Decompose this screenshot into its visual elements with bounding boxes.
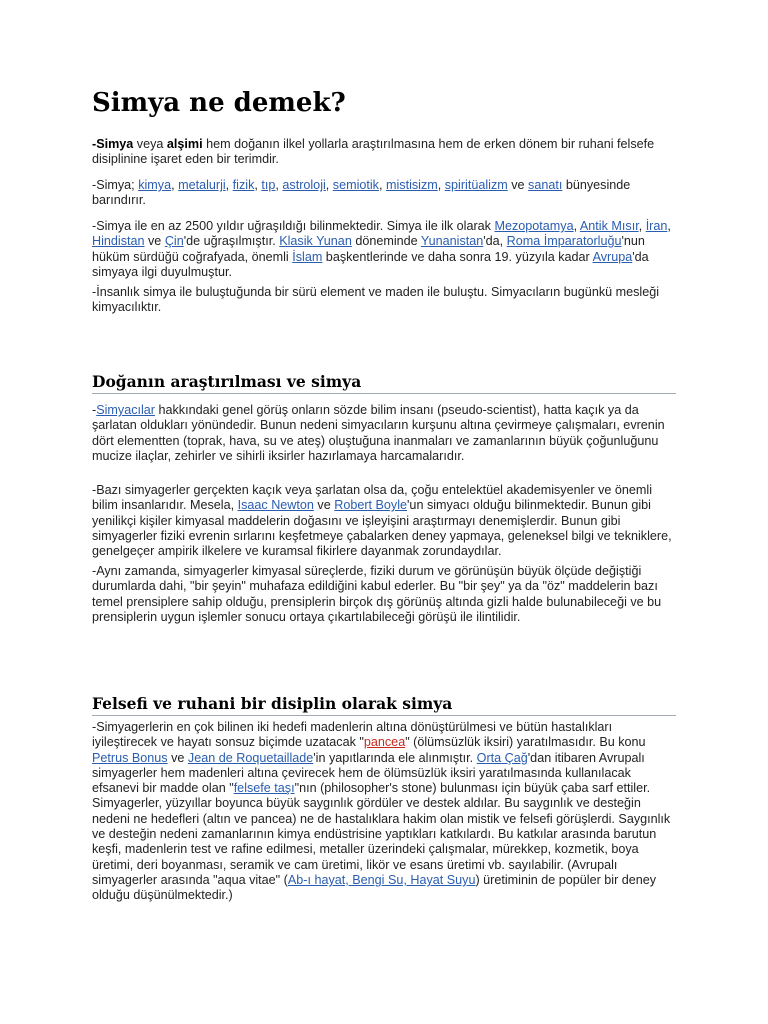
text: " (ölümsüzlük iksiri) yaratılmasıdır. Bu konu (405, 735, 646, 750)
link-antik-misir[interactable]: Antik Mısır (579, 219, 639, 233)
text: -Simya ile en az 2500 yıldır uğraşıldığı bilinmektedir. Simya ile ilk olarak (92, 219, 495, 233)
text: hakkındaki genel görüş onların sözde bilim insanı (pseudo-scientist), hatta kaçık ya da şarlatan oldukları yönündedir. Bunun nedeni simyacıların kurşunu altına çevirmeye çalışmaları, evrenin dört elementten (toprak, hava, su ve ateş) oluştuğuna inanmaları ve zamanlarının büyük çoğunluğunu mucize ilaçlar, zehirler ve sihirli iksirler hazırlamaya harcamalarıdır. (92, 403, 665, 463)
link-tip[interactable]: tıp (261, 178, 276, 192)
link-simyacilar[interactable]: Simyacılar (96, 403, 155, 417)
text: 'un simyacı olduğu bilinmektedir. Bunun gibi yenilikçi kişiler kimyasal maddelerin doğasını ve işleyişini araştırmayı denemişlerdir. Bunun gibi simyagerler fiziki evrenin sırlarını keşfetmeye çabalarken deney yapmaya, geleneksel bilgi ve tekniklere, genelgeçer ampirik ilkelere ve kuramsal fikirlere dayanmak zorundaydılar. (92, 498, 672, 559)
link-ab-i-hayat[interactable]: Ab-ı hayat, Bengi Su, Hayat Suyu (287, 872, 476, 887)
link-robert-boyle[interactable]: Robert Boyle (334, 498, 408, 513)
link-islam[interactable]: İslam (292, 249, 323, 264)
link-iran[interactable]: İran (645, 219, 668, 233)
link-orta-cag[interactable]: Orta Çağ (476, 750, 528, 765)
link-kimya[interactable]: kimya (138, 178, 172, 192)
text: ve (144, 234, 165, 249)
link-astroloji[interactable]: astroloji (282, 178, 326, 192)
link-avrupa[interactable]: Avrupa (592, 249, 633, 264)
text: ) üretiminin de popüler bir deney olduğu düşünülmektedir.) (92, 872, 657, 903)
text: döneminde (351, 234, 421, 249)
link-petrus-bonus[interactable]: Petrus Bonus (92, 750, 168, 765)
section-heading-felsefi-ve-ruhani: Felsefi ve ruhani bir disiplin olarak simya (92, 694, 676, 716)
text: veya (133, 137, 167, 151)
text: -Simyagerlerin en çok bilinen iki hedefi madenlerin altına dönüştürülmesi ve bütün hastalıkları iyileştirecek ve hayatı sonsuz biçimde uzatacak " (92, 720, 613, 750)
intro-paragraph-3: -Simya ile en az 2500 yıldır uğraşıldığı bilinmektedir. Simya ile ilk olarak Mezopotamya, Antik Mısır, İran, Hindistan ve Çin'de uğraşılmıştır. Klasik Yunan döneminde Yunanistan'da, Roma İmparatorluğu'nun hüküm sürdüğü coğrafyada, önemli İslam başkentlerinde ve daha sonra 19. yüzyıla kadar Avrupa'da simyaya ilgi duyulmuştur. (92, 219, 671, 279)
text: hem doğanın ilkel yollarla araştırılmasına hem de erken dönem bir ruhani felsefe disiplinine işaret eden bir terimdir. (92, 137, 655, 167)
intro-paragraph-2: -Simya; kimya, metalurji, fizik, tıp, astroloji, semiotik, mistisizm, spiritüalizm ve sanatı bünyesinde barındırır. (92, 178, 631, 208)
intro-paragraph-4: -İnsanlık simya ile buluştuğunda bir sürü element ve maden ile buluştu. Simyacıların bugünkü mesleği kimyacılıktır. (92, 285, 660, 315)
text: başkentlerinde ve daha sonra 19. yüzyıla kadar (322, 249, 593, 264)
bold-term-alsimi: alşimi (166, 137, 203, 151)
text: bünyesinde barındırır. (92, 178, 631, 208)
page-title: Simya ne demek? (92, 88, 346, 118)
text: 'da simyaya ilgi duyulmuştur. (92, 249, 649, 279)
link-fizik[interactable]: fizik (232, 178, 255, 192)
link-jean-de-roquetaillade[interactable]: Jean de Roquetaillade (187, 750, 314, 765)
text: ve (507, 178, 529, 192)
text: "nın (philosopher's stone) bulunması için büyük çaba sarf ettiler. Simyagerler, yüzyıllar boyunca büyük saygınlık gördüler ve destek aldılar. Bu saygınlık ve desteğin nedeni ne hedefleri (altın ve pancea) ne de hastalıklara hakim olan mistik ve felsefi görüşlerdi. Saygınlık ve desteğin nedeni zamanlarının kimya endüstrisine yaptıkları katkılardı. Bu katkılar arasında barutun keşfi, madenlerin test ve rafine edilmesi, metaller üzerindeki çalışmalar, mürekkep, kozmetik, boya üretimi, deri boyanması, seramik ve cam üretimi, likör ve esans üretimi vb. sayılabilir. (Avrupalı simyagerler arasında "aqua vitae" ( (92, 781, 671, 887)
link-isaac-newton[interactable]: Isaac Newton (237, 498, 314, 513)
text: -Bazı simyagerler gerçekten kaçık veya şarlatan olsa da, çoğu entelektüel akademisyenler ve önemli bilim insanlarıdır. Mesela, (92, 483, 653, 513)
section1-paragraph-3: -Aynı zamanda, simyagerler kimyasal süreçlerde, fiziki durum ve görünüşün büyük ölçüde değiştiği durumlarda dahi, "bir şeyin" muhafaza edildiğini kabul ederler. Bu "bir şey" ya da "öz" maddelerin bazı temel prensiplere sahip olduğu, prensiplerin birçok dış görünüş altında gizli halde bulunabileceği ve bu prensiplerin uygun işlemler sonucu ortaya çıkartılabileceği görüşü ile ilintilidir. (92, 564, 662, 624)
bold-term-simya: -Simya (92, 137, 134, 151)
link-semiotik[interactable]: semiotik (332, 178, 379, 192)
link-hindistan[interactable]: Hindistan (92, 234, 145, 249)
text: 'da, (483, 234, 507, 249)
link-mezopotamya[interactable]: Mezopotamya (494, 219, 574, 233)
link-cin[interactable]: Çin (164, 234, 184, 249)
link-sanati[interactable]: sanatı (528, 178, 563, 192)
link-klasik-yunan[interactable]: Klasik Yunan (279, 234, 352, 249)
text: 'de uğraşılmıştır. (183, 234, 280, 249)
text: ve (167, 750, 188, 765)
section1-paragraph-1 (92, 403, 678, 464)
intro-paragraph-1 (92, 137, 678, 168)
link-metalurji[interactable]: metalurji (178, 178, 226, 192)
text: 'nun hüküm sürdüğü coğrafyada, önemli (92, 234, 645, 264)
text: 'in yapıtlarında ele alınmıştır. (313, 750, 477, 765)
link-yunanistan[interactable]: Yunanistan (420, 234, 484, 249)
link-mistisizm[interactable]: mistisizm (385, 178, 438, 192)
section2-paragraph-1 (92, 720, 678, 904)
text: 'dan itibaren Avrupalı simyagerler hem madenleri altına çevirecek hem de ölümsüzlük iksiri yaratılmasında kullanılacak efsanevi bir madde olan " (92, 750, 645, 796)
link-felsefe-tasi[interactable]: felsefe taşı (233, 781, 295, 796)
section-heading-doganin-arastirilmasi: Doğanın araştırılması ve simya (92, 372, 676, 394)
link-pancea[interactable]: pancea (363, 735, 406, 750)
text: - (92, 403, 97, 417)
text: ve (313, 498, 335, 513)
section1-paragraph-2 (92, 483, 678, 559)
link-roma-imparatorlugu[interactable]: Roma İmparatorluğu (506, 234, 622, 249)
text: -Simya; (92, 178, 139, 192)
link-spiritualizm[interactable]: spiritüalizm (444, 178, 508, 192)
